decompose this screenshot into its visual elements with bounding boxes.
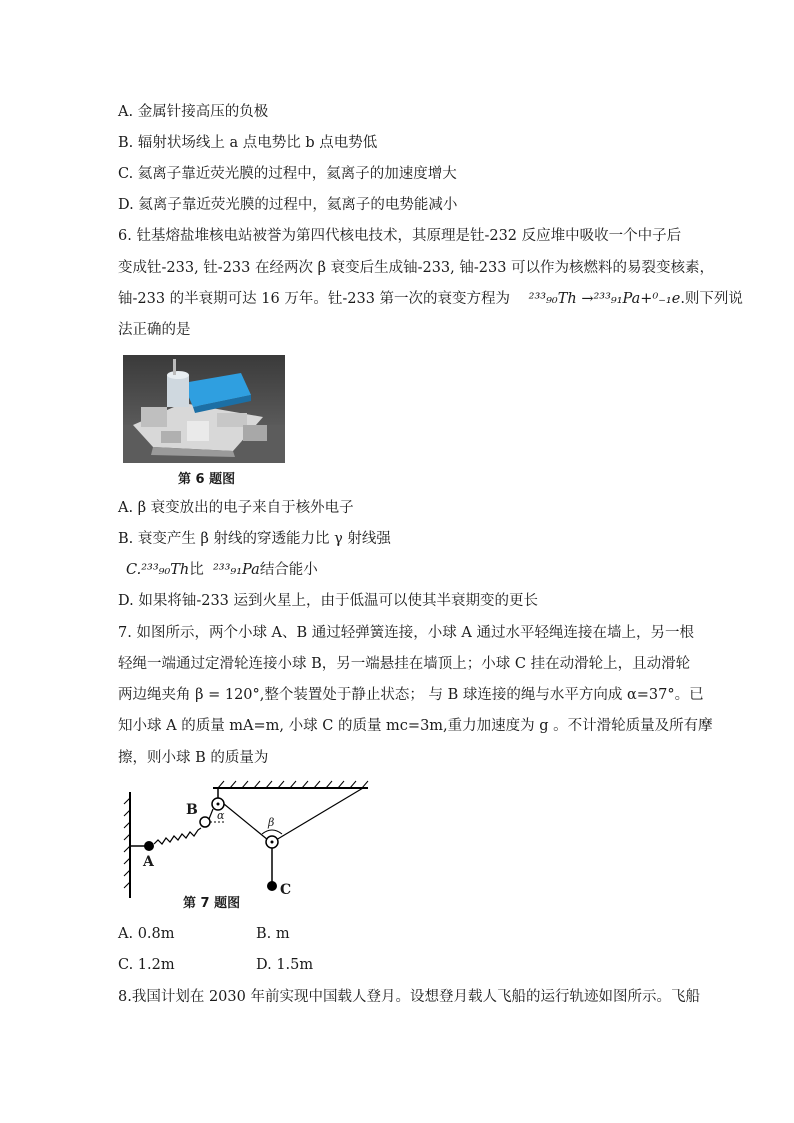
q6-stem-line1: 6. 钍基熔盐堆核电站被誉为第四代核电技术，其原理是钍-232 反应堆中吸收一个中子后 xyxy=(118,228,682,244)
figure-7-caption: 第 7 题图 xyxy=(183,896,241,911)
q5-option-c: C. 氦离子靠近荧光膜的过程中，氦离子的加速度增大 xyxy=(118,166,457,182)
q6-option-c-prefix: C. xyxy=(126,562,142,578)
q7-option-b: B. m xyxy=(256,926,290,942)
reactor-photo xyxy=(123,355,285,463)
q6-option-c xyxy=(126,560,318,580)
q6-option-a: A. β 衰变放出的电子来自于核外电子 xyxy=(118,500,354,516)
q7-option-d: D. 1.5m xyxy=(256,957,314,973)
q8-stem-line1: 8.我国计划在 2030 年前实现中国载人登月。设想登月载人飞船的运行轨迹如图所示。飞船 xyxy=(118,989,700,1005)
label-c: C xyxy=(280,882,292,898)
q6-stem-line2: 变成钍-233, 钍-233 在经两次 β 衰变后生成铀-233, 铀-233 可以作为核燃料的易裂变核素， xyxy=(118,260,715,276)
q6-option-d: D. 如果将铀-233 运到火星上，由于低温可以使其半衰期变的更长 xyxy=(118,593,539,609)
label-alpha: α xyxy=(217,809,225,822)
q6-option-b: B. 衰变产生 β 射线的穿透能力比 γ 射线强 xyxy=(118,531,391,547)
nuclide-pa233: ²³³₉₁Pa xyxy=(212,562,260,578)
q5-option-a: A. 金属针接高压的负极 xyxy=(118,104,269,120)
figure-6-caption: 第 6 题图 xyxy=(178,472,236,487)
q7-stem-line3: 两边绳夹角 β = 120°,整个装置处于静止状态； 与 B 球连接的绳与水平方向成 α=37°。已 xyxy=(118,687,704,703)
decay-equation: ²³³₉₀Th →²³³₉₁Pa+⁰₋₁e xyxy=(528,291,681,307)
q7-option-a: A. 0.8m xyxy=(118,926,175,942)
q6-option-c-mid: 比 xyxy=(189,562,204,578)
q6-option-c-suffix: 结合能小 xyxy=(259,562,318,578)
pulley-diagram xyxy=(118,778,378,910)
q6-stem-line3-text: 铀-233 的半衰期可达 16 万年。钍-233 第一次的衰变方程为 xyxy=(118,291,511,307)
q6-stem-line3 xyxy=(118,289,743,309)
q7-stem-line2: 轻绳一端通过定滑轮连接小球 B，另一端悬挂在墙顶上；小球 C 挂在动滑轮上，且动滑轮 xyxy=(118,656,691,672)
q5-option-b: B. 辐射状场线上 a 点电势比 b 点电势低 xyxy=(118,135,378,151)
q6-stem-line3-end: .则下列说 xyxy=(680,291,743,307)
q7-option-c: C. 1.2m xyxy=(118,957,175,973)
label-beta: β xyxy=(268,816,275,829)
q7-stem-line1: 7. 如图所示，两个小球 A、B 通过轻弹簧连接，小球 A 通过水平轻绳连接在墙上，另一根 xyxy=(118,625,694,641)
label-a: A xyxy=(143,854,154,870)
q6-stem-line4: 法正确的是 xyxy=(118,322,191,338)
nuclide-th233: ²³³₉₀Th xyxy=(141,562,190,578)
label-b: B xyxy=(186,802,198,818)
q7-stem-line4: 知小球 A 的质量 mA=m, 小球 C 的质量 mc=3m,重力加速度为 g 。不计滑轮质量及所有摩 xyxy=(118,718,713,734)
q5-option-d: D. 氦离子靠近荧光膜的过程中，氦离子的电势能减小 xyxy=(118,197,458,213)
q7-stem-line5: 擦，则小球 B 的质量为 xyxy=(118,750,269,766)
